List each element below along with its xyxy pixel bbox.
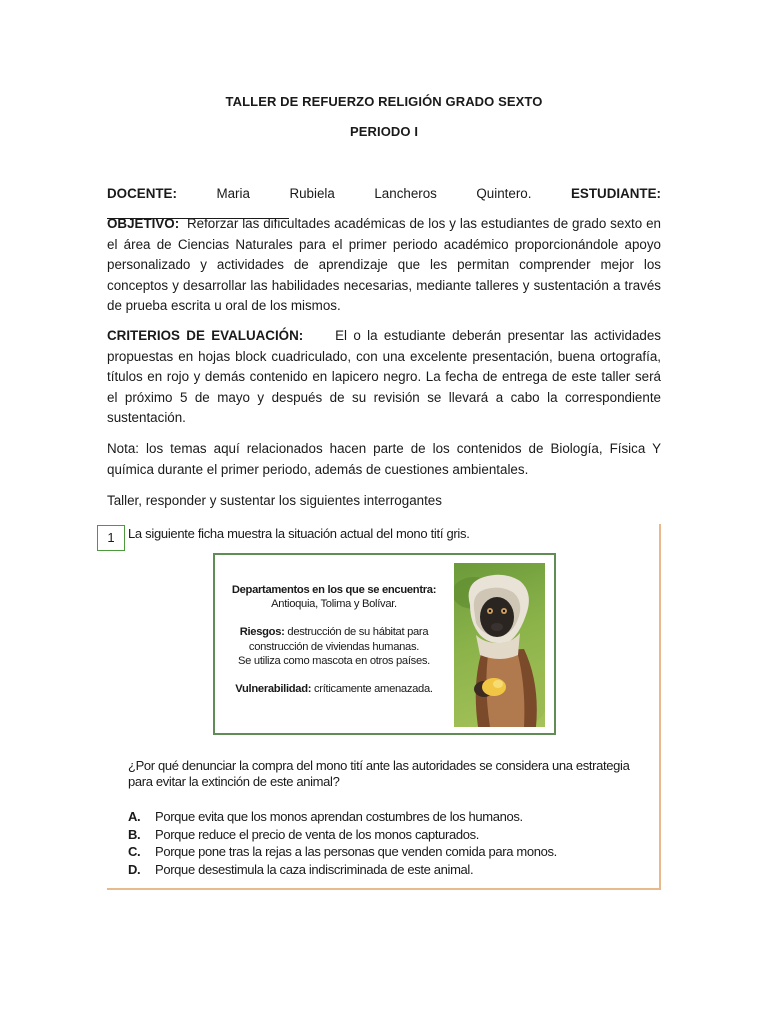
departments-value: Antioquia, Tolima y Bolívar. — [271, 598, 397, 611]
vulnerability-block — [225, 682, 443, 696]
objective-text: Reforzar las dificultades académicas de los y las estudiantes de grado sexto en el área de Ciencias Naturales para el primer periodo académico proporcionándole apoyo personalizado y actividades de aprendizaje que les permitan comprender mejor los conceptos y desarrollar las habilidades necesarias, mediante talleres y sustentación a través de prueba escrita u oral de los mismos. — [107, 216, 661, 314]
option-text: Porque evita que los monos aprendan costumbres de los humanos. — [155, 809, 523, 824]
departments-label: Departamentos en los que se encuentra: — [231, 584, 437, 596]
question-text: ¿Por qué denunciar la compra del mono tití ante las autoridades se considera una estrategia para evitar la extinción de este animal? — [128, 758, 630, 789]
risks-block — [225, 625, 443, 668]
option-letter: D. — [128, 861, 141, 877]
vulnerability-label: Vulnerabilidad: — [235, 683, 312, 696]
criteria-text: El o la estudiante deberán presentar las actividades propuestas en hojas block cuadriculado, con una excelente presentación, buena ortografía, títulos en rojo y demás contenido en lapicero negro. La fecha de entrega de este taller será el próximo 5 de mayo y después de su revisión se llevará a cabo la correspondiente sustentación. — [107, 328, 661, 426]
option-letter: B. — [128, 826, 141, 842]
answer-options — [128, 808, 656, 878]
docente-name: Maria Rubiela Lancheros Quintero. — [216, 186, 532, 201]
option-letter: A. — [128, 809, 141, 824]
option-d[interactable] — [128, 861, 656, 879]
instruction-paragraph: Taller, responder y sustentar los siguientes interrogantes — [107, 493, 442, 508]
option-text: Porque desestimula la caza indiscriminada de este animal. — [155, 861, 474, 877]
docente-label: DOCENTE: — [107, 186, 177, 201]
question-intro: La siguiente ficha muestra la situación actual del mono tití gris. — [128, 526, 470, 541]
objective-label: OBJETIVO: — [107, 216, 180, 231]
risks-extra: Se utiliza como mascota en otros países. — [238, 654, 430, 667]
option-a[interactable] — [128, 808, 656, 826]
period-heading: PERIODO I — [349, 124, 419, 139]
species-card-text — [225, 583, 443, 710]
option-b[interactable] — [128, 826, 656, 844]
estudiante-label: ESTUDIANTE: — [570, 186, 661, 201]
monkey-photo — [454, 563, 545, 727]
document-title: TALLER DE REFUERZO RELIGIÓN GRADO SEXTO — [225, 94, 543, 109]
species-card — [213, 553, 556, 735]
option-text: Porque reduce el precio de venta de los monos capturados. — [155, 826, 480, 842]
option-letter: C. — [128, 844, 141, 859]
question-number: 1 — [97, 525, 125, 551]
vulnerability-value: críticamente amenazada. — [314, 683, 433, 696]
option-c[interactable] — [128, 843, 656, 861]
criteria-paragraph — [107, 326, 661, 429]
objective-paragraph — [107, 214, 661, 317]
criteria-label: CRITERIOS DE EVALUACIÓN: — [107, 328, 304, 343]
risks-value: destrucción de su hábitat para construcción de viviendas humanas. — [248, 626, 429, 653]
monkey-illustration — [454, 563, 545, 727]
note-paragraph: Nota: los temas aquí relacionados hacen parte de los contenidos de Biología, Física Y química durante el primer periodo, además de cuestiones ambientales. — [107, 441, 661, 477]
option-text: Porque pone tras la rejas a las personas que venden comida para monos. — [155, 844, 557, 859]
departments-block — [225, 583, 443, 611]
risks-label: Riesgos: — [239, 626, 285, 639]
